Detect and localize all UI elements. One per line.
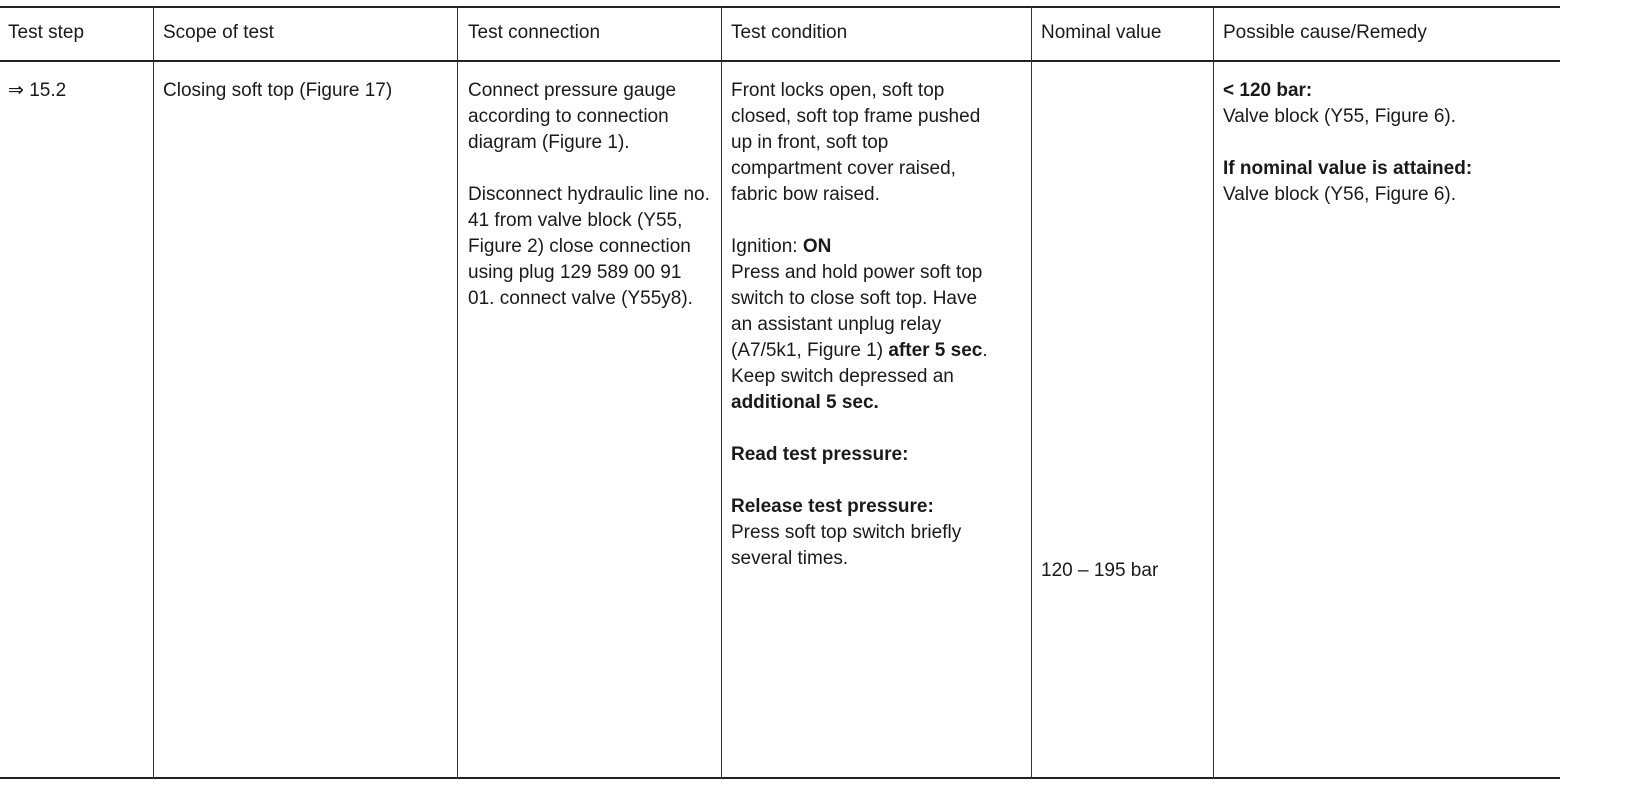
table-bottom-rule bbox=[0, 777, 1560, 779]
cell-scope-of-test: Closing soft top (Figure 17) bbox=[163, 80, 393, 101]
header-scope-of-test: Scope of test bbox=[163, 22, 274, 43]
column-separator bbox=[1213, 6, 1214, 779]
release-test-pressure-label: Release test pressure: bbox=[731, 496, 934, 517]
header-nominal-value: Nominal value bbox=[1041, 22, 1162, 43]
condition-paragraph: Front locks open, soft top closed, soft top frame pushed up in front, soft top compartment cover raised, fabric bow raised. bbox=[731, 80, 981, 205]
cell-nominal-value: 120 – 195 bar bbox=[1041, 560, 1159, 581]
ignition-label: Ignition: bbox=[731, 236, 803, 257]
header-test-step: Test step bbox=[8, 22, 85, 43]
ignition-line bbox=[731, 234, 997, 260]
table-top-rule bbox=[0, 6, 1560, 8]
connection-paragraph: Connect pressure gauge according to connection diagram (Figure 1). bbox=[468, 80, 677, 153]
cell-test-condition bbox=[731, 78, 997, 572]
header-bottom-rule bbox=[0, 60, 1560, 62]
ignition-value: ON bbox=[802, 236, 832, 257]
column-separator bbox=[153, 6, 154, 779]
press-text: Press and hold power soft top switch to close soft top. Have an assistant unplug relay (A7/5k1, Figure 1) bbox=[731, 262, 983, 361]
column-separator bbox=[721, 6, 722, 779]
remedy-text: Valve block (Y56, Figure 6). bbox=[1223, 184, 1457, 205]
remedy-text: Valve block (Y55, Figure 6). bbox=[1223, 106, 1457, 127]
cell-test-step: ⇒ 15.2 bbox=[8, 80, 67, 101]
release-test-pressure-text: Press soft top switch briefly several times. bbox=[731, 522, 962, 569]
after-text: after 5 sec bbox=[888, 340, 983, 361]
header-test-condition: Test condition bbox=[731, 22, 848, 43]
remedy-label: < 120 bar: bbox=[1223, 80, 1313, 101]
remedy-label: If nominal value is attained: bbox=[1223, 158, 1473, 179]
additional-text: additional 5 sec. bbox=[731, 392, 879, 413]
header-possible-cause-remedy: Possible cause/Remedy bbox=[1223, 22, 1427, 43]
column-separator bbox=[457, 6, 458, 779]
condition-instructions bbox=[731, 260, 997, 416]
read-test-pressure-label: Read test pressure: bbox=[731, 444, 909, 465]
header-test-connection: Test connection bbox=[468, 22, 601, 43]
column-separator bbox=[1031, 6, 1032, 779]
keep-text: . Keep switch depressed an bbox=[731, 340, 988, 387]
cell-possible-cause-remedy bbox=[1223, 78, 1553, 208]
connection-paragraph: Disconnect hydraulic line no. 41 from valve block (Y55, Figure 2) close connection using plug 129 589 00 91 01. connect valve (Y55y8). bbox=[468, 184, 710, 309]
cell-test-connection bbox=[468, 78, 710, 312]
